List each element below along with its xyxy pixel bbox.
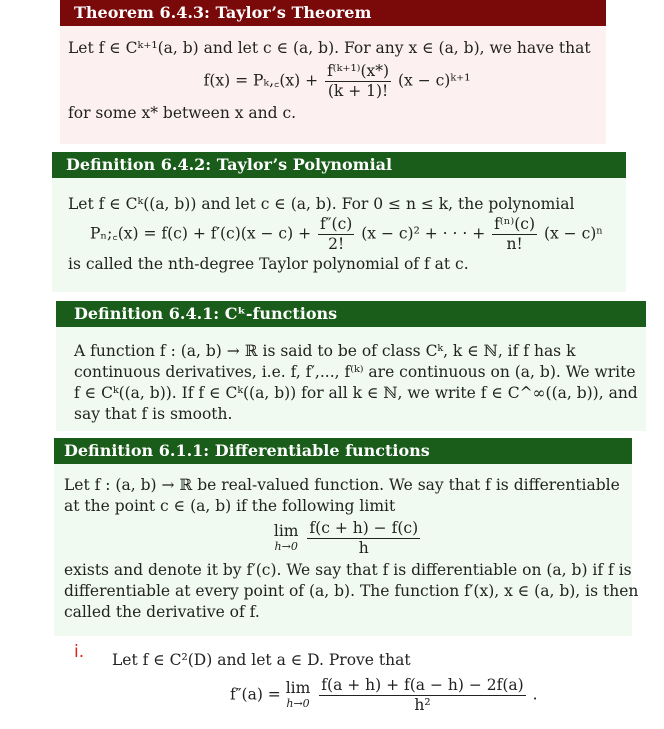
def642-frac2-num: f⁽ⁿ⁾(c) bbox=[494, 215, 535, 233]
def642-line1: Let f ∈ Cᵏ((a, b)) and let c ∈ (a, b). For 0 ≤ n ≤ k, the polynomial bbox=[68, 195, 575, 213]
definition-611-header: Definition 6.1.1: Differentiable functions bbox=[54, 438, 632, 464]
def611-limit-formula bbox=[64, 519, 632, 558]
def642-formula-mid: (x − c)² + · · · + bbox=[361, 224, 486, 243]
definition-642-header: Definition 6.4.2: Taylor’s Polynomial bbox=[52, 152, 626, 178]
def611-fraction bbox=[307, 519, 420, 558]
exercise-formula-end: . bbox=[532, 685, 538, 704]
exercise-formula-left: f″(a) = bbox=[230, 685, 281, 704]
exercise-formula bbox=[230, 676, 610, 715]
def611-line: called the derivative of f. bbox=[64, 603, 260, 621]
def611-line: differentiable at every point of (a, b). The function f′(x), x ∈ (a, b), is then bbox=[64, 582, 639, 600]
theorem-formula-left: f(x) = Pₖ,꜀(x) + bbox=[203, 71, 319, 90]
theorem-body bbox=[60, 26, 606, 144]
theorem-formula-right: (x − c)ᵏ⁺¹ bbox=[398, 71, 471, 90]
def642-frac1-num: f″(c) bbox=[320, 215, 353, 233]
exercise-lim-sub: h→0 bbox=[286, 696, 310, 710]
def642-line3: is called the nth-degree Taylor polynomial of f at c. bbox=[68, 255, 469, 273]
def642-fraction1 bbox=[318, 215, 354, 254]
def611-frac-den: h bbox=[358, 539, 369, 557]
def611-lim-word: lim bbox=[273, 521, 299, 540]
def611-line: exists and denote it by f′(c). We say that f is differentiable on (a, b) if f is bbox=[64, 561, 632, 579]
def641-line: say that f is smooth. bbox=[74, 405, 233, 423]
def642-formula-left: Pₙ;꜀(x) = f(c) + f′(c)(x − c) + bbox=[90, 224, 312, 243]
def642-formula-right: (x − c)ⁿ bbox=[543, 224, 604, 243]
def642-formula bbox=[68, 215, 626, 254]
def642-fraction2 bbox=[492, 215, 537, 254]
def641-line: continuous derivatives, i.e. f, f′,..., f⁽ᵏ⁾ are continuous on (a, b). We write bbox=[74, 363, 636, 381]
def611-frac-num: f(c + h) − f(c) bbox=[309, 519, 419, 537]
theorem-formula bbox=[68, 62, 606, 101]
theorem-line1: Let f ∈ Cᵏ⁺¹(a, b) and let c ∈ (a, b). For any x ∈ (a, b), we have that bbox=[68, 39, 591, 57]
def641-line: f ∈ Cᵏ((a, b)). If f ∈ Cᵏ((a, b)) for all k ∈ ℕ, we write f ∈ C^∞((a, b)), and bbox=[74, 384, 638, 402]
exercise-body bbox=[112, 650, 632, 671]
definition-641-header: Definition 6.4.1: Cᵏ-functions bbox=[56, 301, 646, 327]
def611-lim bbox=[273, 521, 299, 554]
theorem-header: Theorem 6.4.3: Taylor’s Theorem bbox=[60, 0, 606, 26]
definition-642-body bbox=[52, 178, 626, 292]
exercise-frac-den: h² bbox=[414, 696, 431, 714]
exercise-frac-num: f(a + h) + f(a − h) − 2f(a) bbox=[321, 676, 524, 694]
exercise-fraction bbox=[319, 676, 525, 715]
exercise-lim bbox=[285, 678, 311, 711]
exercise-lim-word: lim bbox=[285, 678, 311, 697]
theorem-frac-den: (k + 1)! bbox=[327, 82, 389, 100]
theorem-frac-num: f⁽ᵏ⁺¹⁾(x*) bbox=[327, 62, 390, 80]
exercise-line1: Let f ∈ C²(D) and let a ∈ D. Prove that bbox=[112, 651, 411, 669]
def641-line: A function f : (a, b) → ℝ is said to be of class Cᵏ, k ∈ ℕ, if f has k bbox=[74, 342, 576, 360]
def611-lim-sub: h→0 bbox=[274, 539, 298, 553]
exercise-marker: i. bbox=[74, 642, 85, 662]
theorem-fraction bbox=[325, 62, 391, 101]
def642-frac1-den: 2! bbox=[328, 235, 345, 253]
definition-641-body bbox=[56, 327, 646, 431]
theorem-line3: for some x* between x and c. bbox=[68, 104, 297, 122]
def611-line: at the point c ∈ (a, b) if the following limit bbox=[64, 497, 396, 515]
definition-611-body bbox=[54, 464, 639, 636]
def642-frac2-den: n! bbox=[506, 235, 523, 253]
def611-line: Let f : (a, b) → ℝ be real-valued function. We say that f is differentiable bbox=[64, 476, 620, 494]
